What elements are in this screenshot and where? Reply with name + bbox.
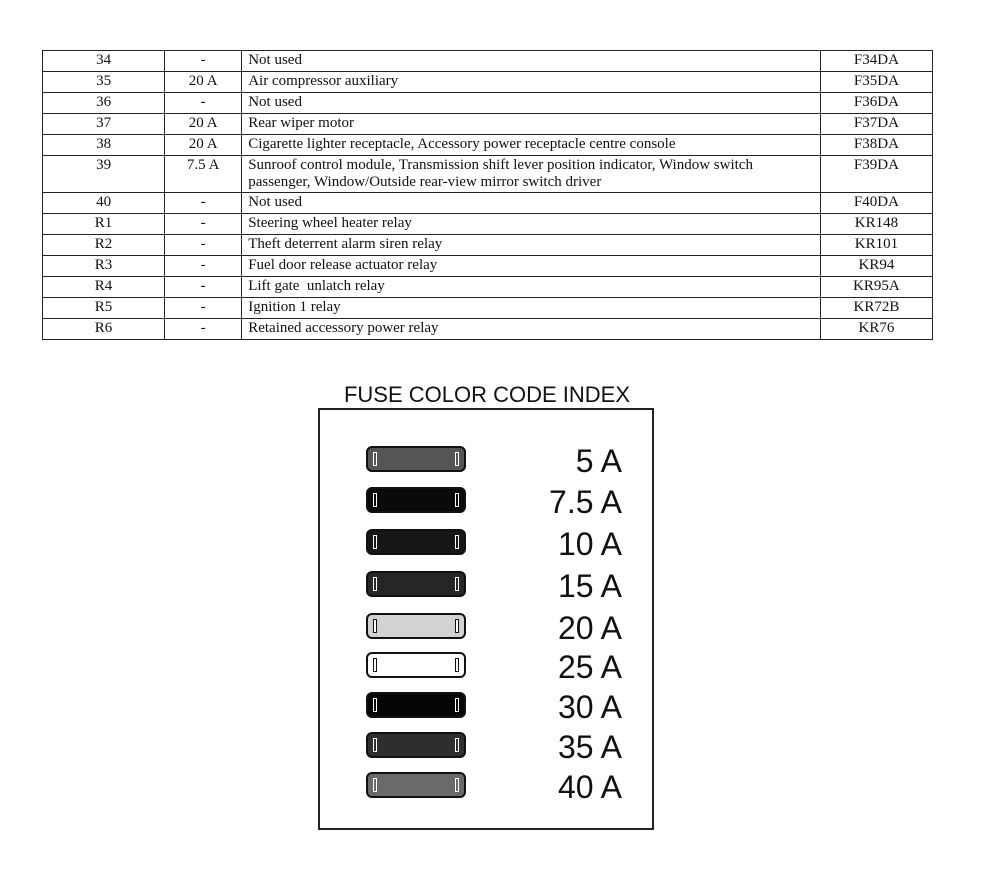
- fuse-description: Rear wiper motor: [242, 114, 821, 135]
- table-row: [43, 193, 933, 214]
- relay-description: Fuel door release actuator relay: [242, 256, 821, 277]
- relay-code: KR101: [820, 235, 932, 256]
- fuse-number: 37: [43, 114, 165, 135]
- relay-number: R3: [43, 256, 165, 277]
- fuse-color-index-title: FUSE COLOR CODE INDEX: [343, 382, 631, 407]
- blade-fuse-icon: [366, 692, 466, 718]
- fuse-code: F40DA: [820, 193, 932, 214]
- fuse-code: F36DA: [820, 93, 932, 114]
- table-row: [43, 72, 933, 93]
- fuse-color-row: [320, 609, 652, 649]
- fuse-number: 40: [43, 193, 165, 214]
- fuse-code: F34DA: [820, 51, 932, 72]
- table-row: [43, 235, 933, 256]
- fuse-number: 34: [43, 51, 165, 72]
- fuse-rating: 20 A: [165, 135, 242, 156]
- fuse-color-row: [320, 688, 652, 728]
- table-row: [43, 114, 933, 135]
- table-row: [43, 298, 933, 319]
- fuse-description: Air compressor auxiliary: [242, 72, 821, 93]
- relay-number: R2: [43, 235, 165, 256]
- relay-description: Theft deterrent alarm siren relay: [242, 235, 821, 256]
- fuse-color-row: [320, 483, 652, 523]
- relay-description: Lift gate unlatch relay: [242, 277, 821, 298]
- table-row: [43, 256, 933, 277]
- fuse-rating: -: [165, 193, 242, 214]
- fuse-amperage-label: 35 A: [557, 729, 622, 765]
- relay-rating: -: [165, 214, 242, 235]
- fuse-description: Not used: [242, 193, 821, 214]
- fuse-rating: -: [165, 93, 242, 114]
- fuse-amperage-label: 15 A: [557, 568, 622, 604]
- fuse-description: Not used: [242, 51, 821, 72]
- fuse-amperage-label: 25 A: [557, 649, 622, 685]
- relay-description: Retained accessory power relay: [242, 319, 821, 340]
- fuse-number: 36: [43, 93, 165, 114]
- blade-fuse-icon: [366, 613, 466, 639]
- blade-fuse-icon: [366, 487, 466, 513]
- fuse-description: Not used: [242, 93, 821, 114]
- relay-rating: -: [165, 235, 242, 256]
- relay-code: KR148: [820, 214, 932, 235]
- fuse-rating: 20 A: [165, 72, 242, 93]
- relay-rating: -: [165, 256, 242, 277]
- relay-description: Ignition 1 relay: [242, 298, 821, 319]
- relay-rating: -: [165, 298, 242, 319]
- fuse-color-row: [320, 768, 652, 808]
- fuse-code: F35DA: [820, 72, 932, 93]
- fuse-amperage-label: 30 A: [557, 689, 622, 725]
- fuse-rating: 7.5 A: [165, 156, 242, 193]
- fuse-amperage-label: 7.5 A: [549, 484, 622, 520]
- table-row: [43, 319, 933, 340]
- table-row: [43, 214, 933, 235]
- table-row: [43, 135, 933, 156]
- fuse-color-row: [320, 442, 652, 482]
- fuse-amperage-label: 10 A: [557, 526, 622, 562]
- fuse-code: F37DA: [820, 114, 932, 135]
- relay-description: Steering wheel heater relay: [242, 214, 821, 235]
- blade-fuse-icon: [366, 529, 466, 555]
- fuse-color-row: [320, 525, 652, 565]
- fuse-amperage-label: 5 A: [575, 443, 622, 479]
- table-row: [43, 51, 933, 72]
- fuse-description: Sunroof control module, Transmission shift lever position indicator, Window switch passenger, Window/Outside rear-view mirror switch driver: [242, 156, 821, 193]
- relay-number: R1: [43, 214, 165, 235]
- fuse-code: F39DA: [820, 156, 932, 193]
- blade-fuse-icon: [366, 732, 466, 758]
- fuse-code: F38DA: [820, 135, 932, 156]
- fuse-color-index-box: [318, 408, 654, 830]
- relay-code: KR72B: [820, 298, 932, 319]
- blade-fuse-icon: [366, 772, 466, 798]
- table-row: [43, 156, 933, 193]
- relay-code: KR76: [820, 319, 932, 340]
- relay-rating: -: [165, 319, 242, 340]
- fuse-color-row: [320, 567, 652, 607]
- fuse-number: 39: [43, 156, 165, 193]
- fuse-amperage-label: 20 A: [557, 610, 622, 646]
- relay-rating: -: [165, 277, 242, 298]
- fuse-number: 35: [43, 72, 165, 93]
- relay-code: KR95A: [820, 277, 932, 298]
- table-row: [43, 93, 933, 114]
- fuse-rating: 20 A: [165, 114, 242, 135]
- fuse-color-row: [320, 728, 652, 768]
- blade-fuse-icon: [366, 446, 466, 472]
- relay-number: R4: [43, 277, 165, 298]
- fuse-rating: -: [165, 51, 242, 72]
- blade-fuse-icon: [366, 571, 466, 597]
- fuse-amperage-label: 40 A: [557, 769, 622, 805]
- relay-number: R6: [43, 319, 165, 340]
- blade-fuse-icon: [366, 652, 466, 678]
- relay-code: KR94: [820, 256, 932, 277]
- relay-number: R5: [43, 298, 165, 319]
- fuse-relay-table: [42, 50, 933, 340]
- table-row: [43, 277, 933, 298]
- fuse-number: 38: [43, 135, 165, 156]
- fuse-color-row: [320, 648, 652, 688]
- fuse-description: Cigarette lighter receptacle, Accessory power receptacle centre console: [242, 135, 821, 156]
